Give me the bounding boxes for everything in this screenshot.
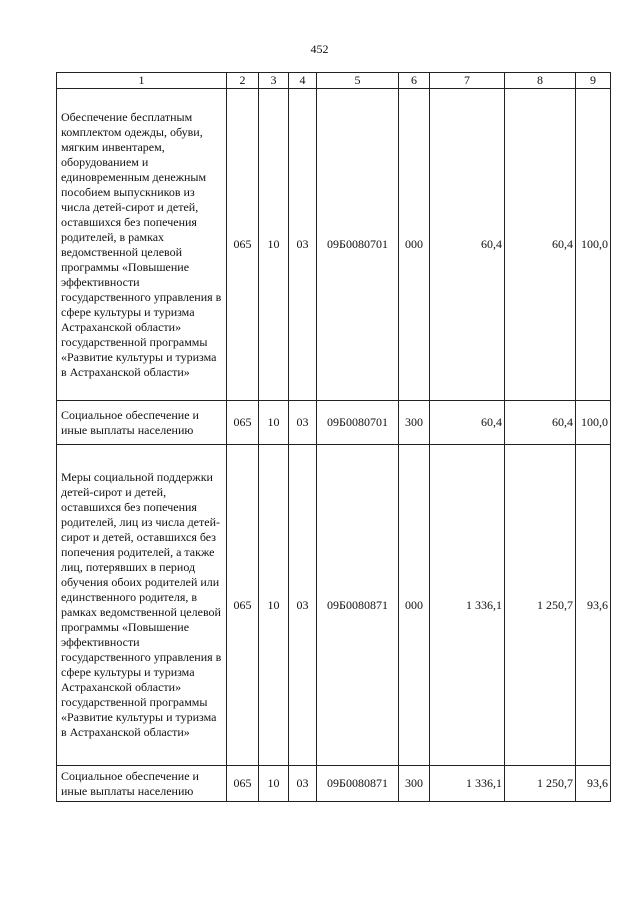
column-header: 5 bbox=[317, 73, 399, 89]
cell-ministry-code: 065 bbox=[227, 766, 259, 802]
table-row bbox=[57, 89, 611, 401]
column-header: 4 bbox=[289, 73, 317, 89]
cell-subsection: 03 bbox=[289, 445, 317, 766]
column-header: 8 bbox=[505, 73, 576, 89]
cell-expense-type: 000 bbox=[399, 89, 430, 401]
row-name: Социальное обеспечение и иные выплаты населению bbox=[57, 766, 227, 802]
cell-executed: 60,4 bbox=[505, 401, 576, 445]
cell-percent: 93,6 bbox=[576, 766, 611, 802]
cell-percent: 100,0 bbox=[576, 89, 611, 401]
cell-planned: 60,4 bbox=[430, 401, 505, 445]
cell-executed: 1 250,7 bbox=[505, 445, 576, 766]
row-name: Социальное обеспечение и иные выплаты населению bbox=[57, 401, 227, 445]
cell-subsection: 03 bbox=[289, 401, 317, 445]
column-header: 9 bbox=[576, 73, 611, 89]
cell-expense-type: 000 bbox=[399, 445, 430, 766]
cell-expense-type: 300 bbox=[399, 401, 430, 445]
cell-section: 10 bbox=[259, 445, 289, 766]
table-row bbox=[57, 766, 611, 802]
cell-subsection: 03 bbox=[289, 89, 317, 401]
cell-executed: 60,4 bbox=[505, 89, 576, 401]
cell-section: 10 bbox=[259, 89, 289, 401]
column-header: 3 bbox=[259, 73, 289, 89]
cell-target-article: 09Б0080701 bbox=[317, 89, 399, 401]
cell-ministry-code: 065 bbox=[227, 445, 259, 766]
cell-section: 10 bbox=[259, 766, 289, 802]
cell-percent: 100,0 bbox=[576, 401, 611, 445]
cell-target-article: 09Б0080871 bbox=[317, 445, 399, 766]
cell-planned: 60,4 bbox=[430, 89, 505, 401]
cell-ministry-code: 065 bbox=[227, 401, 259, 445]
cell-percent: 93,6 bbox=[576, 445, 611, 766]
cell-planned: 1 336,1 bbox=[430, 445, 505, 766]
column-header: 2 bbox=[227, 73, 259, 89]
cell-target-article: 09Б0080701 bbox=[317, 401, 399, 445]
cell-expense-type: 300 bbox=[399, 766, 430, 802]
row-name: Меры социальной поддержки детей-сирот и детей, оставшихся без попечения родителей, лиц из числа детей-сирот и детей, оставшихся без попечения родителей, а также лиц, потерявших в период обучения обоих родителей или единственного родителя, в рамках ведомственной целевой программы «Повышение эффективности государственного управления в сфере культуры и туризма Астраханской области» государственной программы «Развитие культуры и туризма в Астраханской области» bbox=[57, 445, 227, 766]
cell-executed: 1 250,7 bbox=[505, 766, 576, 802]
cell-section: 10 bbox=[259, 401, 289, 445]
column-header: 7 bbox=[430, 73, 505, 89]
table-row bbox=[57, 445, 611, 766]
row-name: Обеспечение бесплатным комплектом одежды, обуви, мягким инвентарем, оборудованием и единовременным денежным пособием выпускников из числа детей-сирот и детей, оставшихся без попечения родителей, в рамках ведомственной целевой программы «Повышение эффективности государственного управления в сфере культуры и туризма Астраханской области» государственной программы «Развитие культуры и туризма в Астраханской области» bbox=[57, 89, 227, 401]
cell-ministry-code: 065 bbox=[227, 89, 259, 401]
cell-subsection: 03 bbox=[289, 766, 317, 802]
cell-planned: 1 336,1 bbox=[430, 766, 505, 802]
cell-target-article: 09Б0080871 bbox=[317, 766, 399, 802]
column-header: 6 bbox=[399, 73, 430, 89]
page-number: 452 bbox=[310, 42, 329, 56]
budget-table bbox=[56, 72, 611, 802]
header-row bbox=[57, 73, 611, 89]
column-header: 1 bbox=[57, 73, 227, 89]
table-row bbox=[57, 401, 611, 445]
